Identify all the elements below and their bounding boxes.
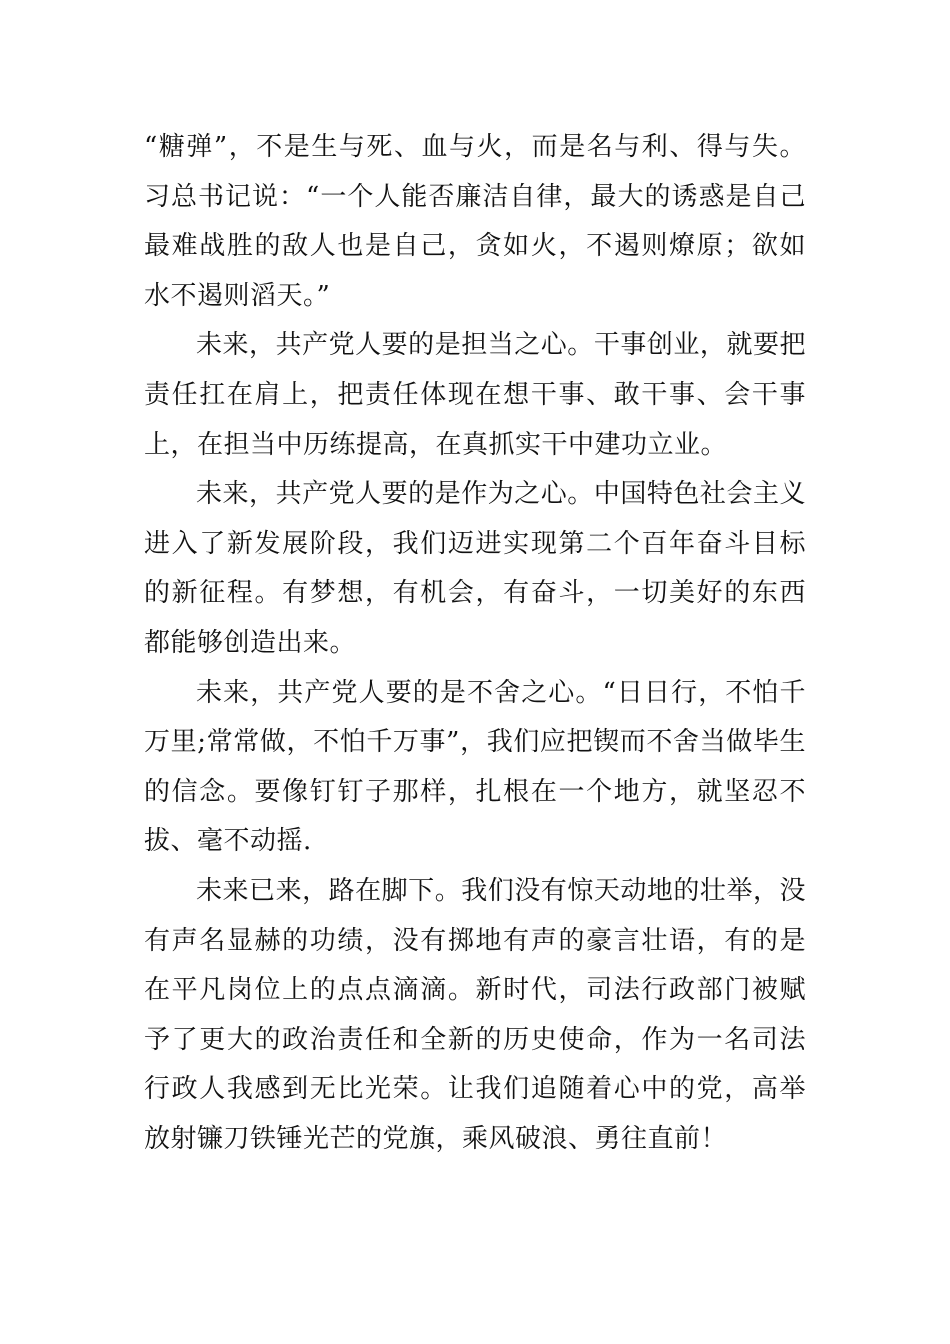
- paragraph-2: 未来，共产党人要的是担当之心。干事创业，就要把责任扛在肩上，把责任体现在想干事、敢干事、会干事上，在担当中历练提高，在真抓实干中建功立业。: [144, 330, 806, 460]
- paragraph-3: 未来，共产党人要的是作为之心。中国特色社会主义进入了新发展阶段，我们迈进实现第二个百年奋斗目标的新征程。有梦想，有机会，有奋斗，一切美好的东西都能够创造出来。: [144, 479, 806, 658]
- document-body: [144, 123, 806, 1164]
- paragraph-5: 未来已来，路在脚下。我们没有惊天动地的壮举，没有声名显赫的功绩，没有掷地有声的豪言壮语，有的是在平凡岗位上的点点滴滴。新时代，司法行政部门被赋予了更大的政治责任和全新的历史使命，作为一名司法行政人我感到无比光荣。让我们追随着心中的党，高举放射镰刀铁锤光芒的党旗，乘风破浪、勇往直前！: [144, 875, 806, 1154]
- paragraph-1: “糖弹”，不是生与死、血与火，而是名与利、得与失。习总书记说：“一个人能否廉洁自律，最大的诱惑是自己最难战胜的敌人也是自己，贪如火，不遏则燎原；欲如水不遏则滔天。”: [144, 132, 806, 311]
- paragraph-4: 未来，共产党人要的是不舍之心。“日日行，不怕千万里;常常做，不怕千万事”，我们应把锲而不舍当做毕生的信念。要像钉钉子那样，扎根在一个地方，就坚忍不拔、毫不动摇.: [144, 677, 806, 857]
